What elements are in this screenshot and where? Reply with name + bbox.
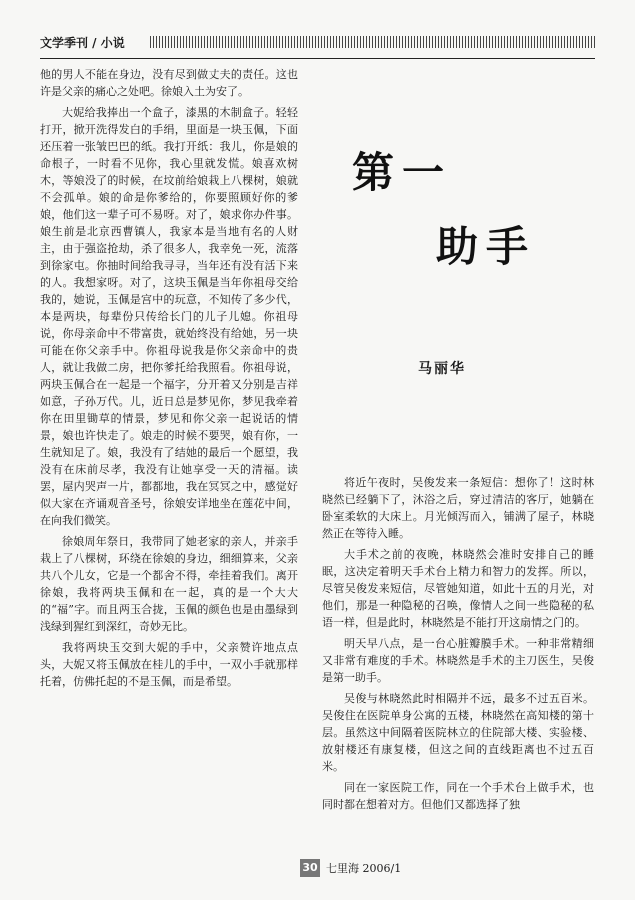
page-header bbox=[40, 30, 595, 54]
left-column bbox=[40, 66, 298, 694]
right-column bbox=[322, 474, 594, 817]
journal-issue: 七里海 2006/1 bbox=[326, 862, 402, 875]
left-paragraph: 徐娘周年祭日，我带同了她老家的亲人，并亲手栽上了八棵树，环绕在徐娘的身边，细细算来，父亲共八个儿女，它是一个都舍不得，牵挂着我们。离开徐娘，我将两块玉佩和在一起，真的是一个大大的“福”字。而且两玉合拢，玉佩的颜色也是由墨绿到浅绿到猩红到深红，奇妙无比。 bbox=[40, 535, 298, 633]
right-paragraph: 明天早八点，是一台心脏瓣膜手术。一种非常精细又非常有难度的手术。林晓然是手术的主刀医生，吴俊是第一助手。 bbox=[322, 637, 594, 684]
left-paragraph: 他的男人不能在身边，没有尽到做丈夫的责任。这也许是父亲的痛心之处吧。徐娘入土为安了。 bbox=[40, 68, 298, 98]
author-name: 马丽华 bbox=[418, 361, 466, 377]
story-title-line1: 第一 bbox=[352, 148, 453, 197]
story-title-line2: 助手 bbox=[436, 222, 537, 271]
page-number: 30 bbox=[300, 859, 320, 877]
right-paragraph: 同在一家医院工作，同在一个手术台上做手术，也同时都在想着对方。但他们又都选择了独 bbox=[322, 781, 594, 811]
right-paragraph: 将近午夜时，吴俊发来一条短信：想你了！这时林晓然已经躺下了，沐浴之后，穿过清洁的客厅，她躺在卧室柔软的大床上。月光倾泻而入，铺满了屋子，林晓然正在等待入睡。 bbox=[322, 476, 594, 540]
page-footer bbox=[300, 858, 401, 878]
right-paragraph: 大手术之前的夜晚，林晓然会准时安排自己的睡眠，这决定着明天手术台上精力和智力的发挥。所以，尽管吴俊发来短信，尽管她知道，如此十五的月光，对他们，那是一种隐秘的召唤，像情人之间一些隐秘的私语一样，但是此时，林晓然是不能打开这扇情之门的。 bbox=[322, 548, 594, 629]
header-stripe bbox=[150, 36, 595, 48]
left-paragraph: 我将两块玉交到大妮的手中，父亲赞许地点点头，大妮又将玉佩放在桂儿的手中，一双小手就那样托着，仿佛托起的不是玉佩，而是希望。 bbox=[40, 641, 298, 688]
section-label: 文学季刊 / 小说 bbox=[40, 36, 125, 50]
header-rule bbox=[40, 58, 595, 59]
right-paragraph: 吴俊与林晓然此时相隔并不远，最多不过五百米。吴俊住在医院单身公寓的五楼，林晓然在高知楼的第十层。虽然这中间隔着医院林立的住院部大楼、实验楼、放射楼还有康复楼，但这之间的直线距离也不过五百米。 bbox=[322, 692, 594, 773]
left-paragraph: 大妮给我捧出一个盒子，漆黑的木制盒子。轻轻打开，掀开洗得发白的手绢，里面是一块玉佩，下面还压着一张皱巴巴的纸。我打开纸：我儿，你是娘的命根子，一时看不见你，我心里就发慌。娘喜欢树木，等娘没了的时候，在坟前给娘栽上八棵树，娘就不会孤单。娘的命是你爹给的，你要照顾好你的爹娘，他们这一辈子可不易呀。对了，娘求你办件事。娘生前是北京西曹镇人，我家本是当地有名的人财主，由于强盗抢劫，杀了很多人，我幸免一死，流落到徐家屯。你抽时间给我寻寻，当年还有没有活下来的人。我想家呀。对了，这块玉佩是当年你祖母交给我的，她说，玉佩是宫中的玩意，不知传了多少代，本是两块，每辈份只传给长门的儿子儿媳。你祖母说，你母亲命中不带富贵，就始终没有给她，另一块可能在你父亲手中。你祖母说我是你父亲命中的贵人，就让我做二房，把你爹托给我照看。你祖母说，两块玉佩合在一起是一个福字，分开着又分别是吉祥如意，子孙万代。儿，近日总是梦见你，梦见我牵着你在田里锄草的情景，梦见和你父亲一起说话的情景，娘也许快走了。娘走的时候不要哭，娘有你，一生就知足了。娘，我没有了结她的最后一个愿望，我没有在床前尽孝，我没有让她享受一天的清福。读罢，屋内哭声一片，都都地，我在冥冥之中，感觉好似大家在齐诵观音圣号，徐娘安详地坐在莲花中间，在向我们微笑。 bbox=[40, 106, 298, 527]
